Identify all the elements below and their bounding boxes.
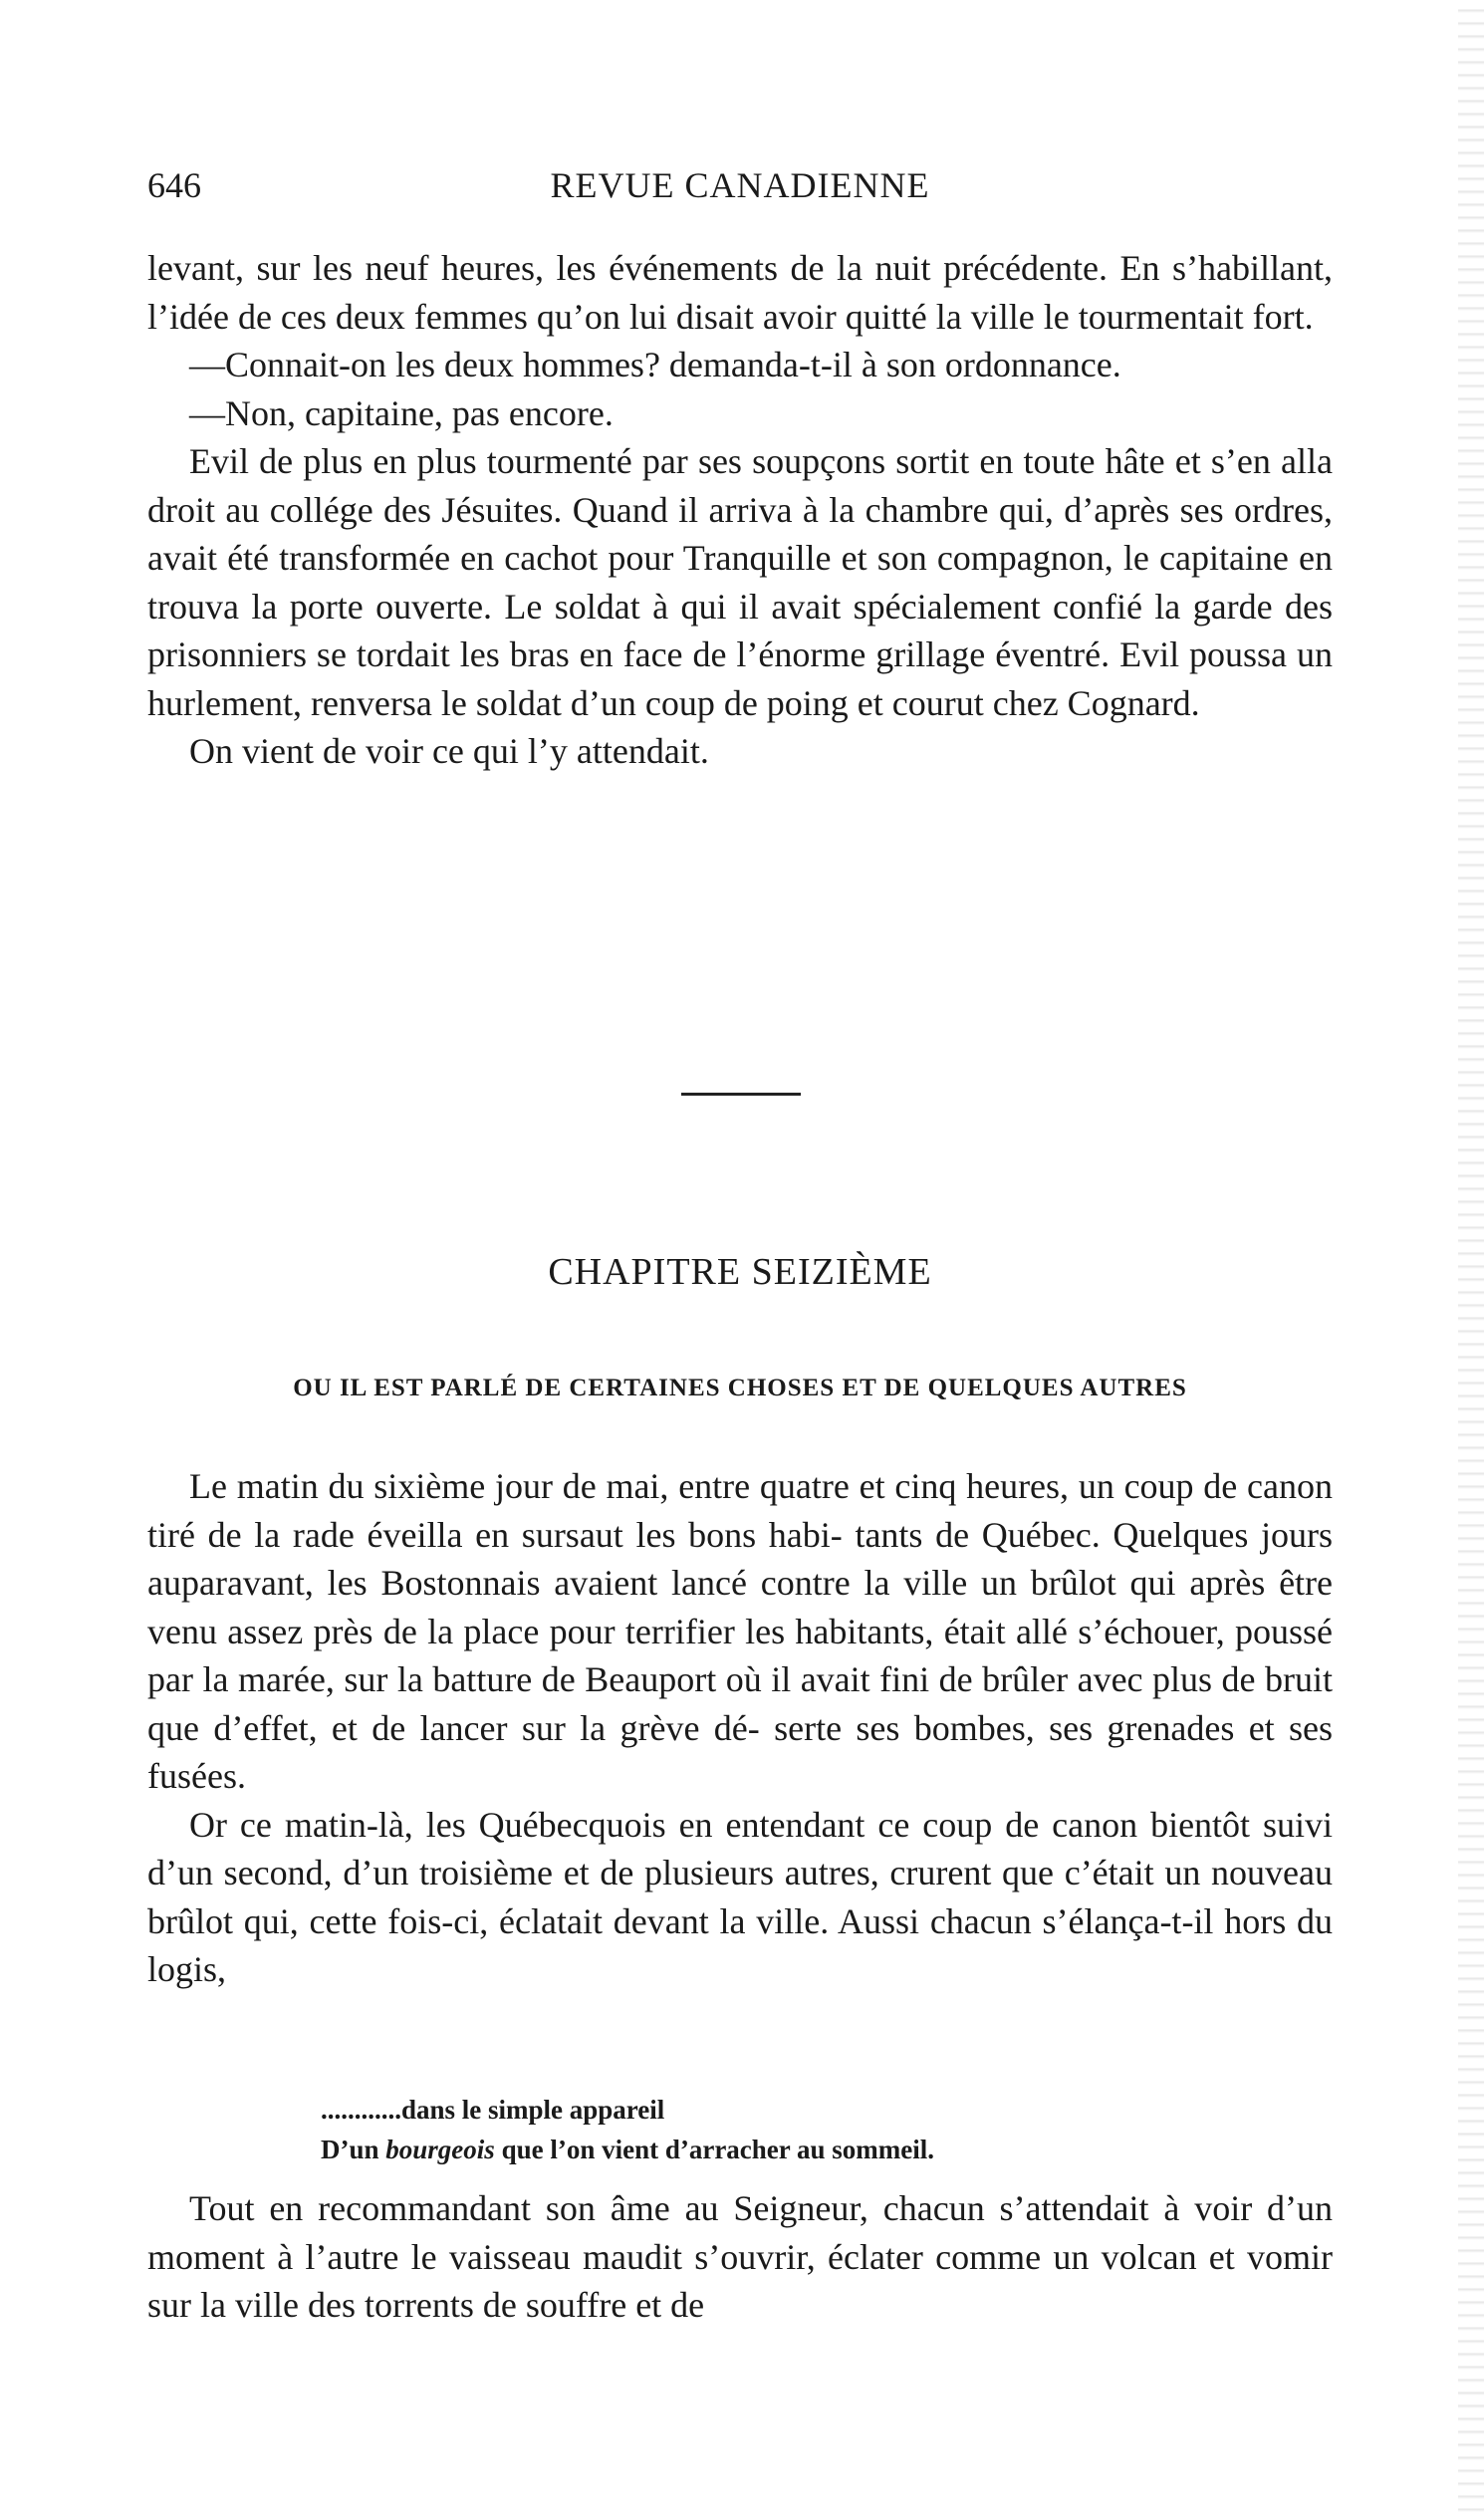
text-line: la chambre qui, d’après ses ordres, avait été transformée en cachot (147, 489, 1333, 578)
paragraph (147, 1801, 1333, 1994)
section-divider (681, 1093, 801, 1096)
paragraph (147, 244, 1333, 341)
text-line: prisonniers se tordait les bras en face de l’énorme grillage éventré. (147, 634, 1111, 674)
paragraph (147, 727, 1333, 776)
text-line: voir d’un moment à l’autre le vaisseau maudit s’ouvrir, éclater (147, 2188, 1334, 2277)
text-line: quitté la ville le tourmentait fort. (845, 296, 1314, 337)
text-line: près de la place pour terrifier les habitants, était allé s’échouer, (313, 1611, 1225, 1651)
text-line: un coup de canon tiré de la rade éveilla en sursaut les bons habi- (147, 1466, 1334, 1555)
text-line: —Connait-on les deux hommes? demanda-t-il à son ordonnance. (189, 345, 1121, 384)
verse-text: que l’on vient d’arracher au sommeil. (494, 2135, 935, 2164)
text-line: Evil poussa un hurlement, renversa le soldat d’un coup de poing (147, 634, 1333, 723)
text-line: tants de Québec. Quelques jours auparavant, les Bostonnais (147, 1514, 1333, 1603)
text-line: En s’habillant, l’idée de ces deux femmes qu’on lui disait avoir (147, 248, 1334, 337)
running-title: REVUE CANADIENNE (550, 165, 930, 205)
page-header (147, 164, 1333, 214)
chapter-subtitle: OU IL EST PARLÉ DE CERTAINES CHOSES ET DE QUELQUES AUTRES (293, 1375, 1187, 1401)
text-line: devant la ville. Aussi chacun s’élança-t-il hors du logis, (147, 1900, 1333, 1989)
text-line: Evil de plus en plus tourmenté par ses soupçons sortit en toute (189, 441, 1096, 481)
text-line: avaient lancé contre la ville un brûlot qui après être venu assez (147, 1563, 1334, 1651)
page-edge (1458, 0, 1484, 2520)
text-line: poussé par la marée, sur la batture de Beauport où il avait fini de (147, 1611, 1334, 1699)
verse-text: D’un (321, 2135, 386, 2164)
page-number: 646 (147, 165, 201, 205)
text-block-2 (147, 1462, 1333, 1994)
text-line: Tout en recommandant son âme au Seigneur, chacun s’attendait à (189, 2188, 1180, 2228)
text-line: pour Tranquille et son compagnon, le capitaine en trouva la porte (147, 538, 1334, 627)
text-line: et courut chez Cognard. (857, 682, 1200, 723)
text-line: crurent que c’était un nouveau brûlot qui, cette fois-ci, éclatait (147, 1853, 1333, 1941)
text-line: ouverte. Le soldat à qui il avait spécialement confié la garde des (375, 586, 1334, 627)
verse-line-1: ............dans le simple appareil (321, 2095, 665, 2125)
text-line: levant, sur les neuf heures, les événements de la nuit précédente. (147, 248, 1108, 288)
text-line: bientôt suivi d’un second, d’un troisième et de plusieurs autres, (147, 1804, 1334, 1892)
text-line: Le matin du sixième jour de mai, entre quatre et cinq heures, (189, 1466, 1070, 1506)
text-line: brûler avec plus de bruit que d’effet, et de lancer sur la grève dé- (147, 1659, 1334, 1748)
paragraph (147, 341, 1333, 389)
paragraph (147, 2184, 1333, 2330)
text-line: serte ses bombes, ses grenades et ses fusées. (147, 1707, 1334, 1796)
text-block-1 (147, 244, 1333, 776)
chapter-title: CHAPITRE SEIZIÈME (548, 1251, 932, 1293)
paragraph (147, 389, 1333, 438)
text-line: —Non, capitaine, pas encore. (189, 392, 614, 433)
paragraph (147, 437, 1333, 727)
text-line: Or ce matin-là, les Québecquois en entendant ce coup de canon (189, 1804, 1138, 1845)
verse-italic: bourgeois (385, 2135, 495, 2164)
verse-line-2 (321, 2130, 1217, 2169)
text-line: hâte et s’en alla droit au collége des Jésuites. Quand il arriva à (147, 441, 1333, 530)
verse-quote (321, 2090, 1217, 2169)
text-block-3 (147, 2184, 1333, 2330)
text-line: comme un volcan et vomir sur la ville des torrents de souffre et de (147, 2236, 1334, 2325)
text-line: On vient de voir ce qui l’y attendait. (189, 731, 709, 771)
paragraph (147, 1462, 1333, 1801)
